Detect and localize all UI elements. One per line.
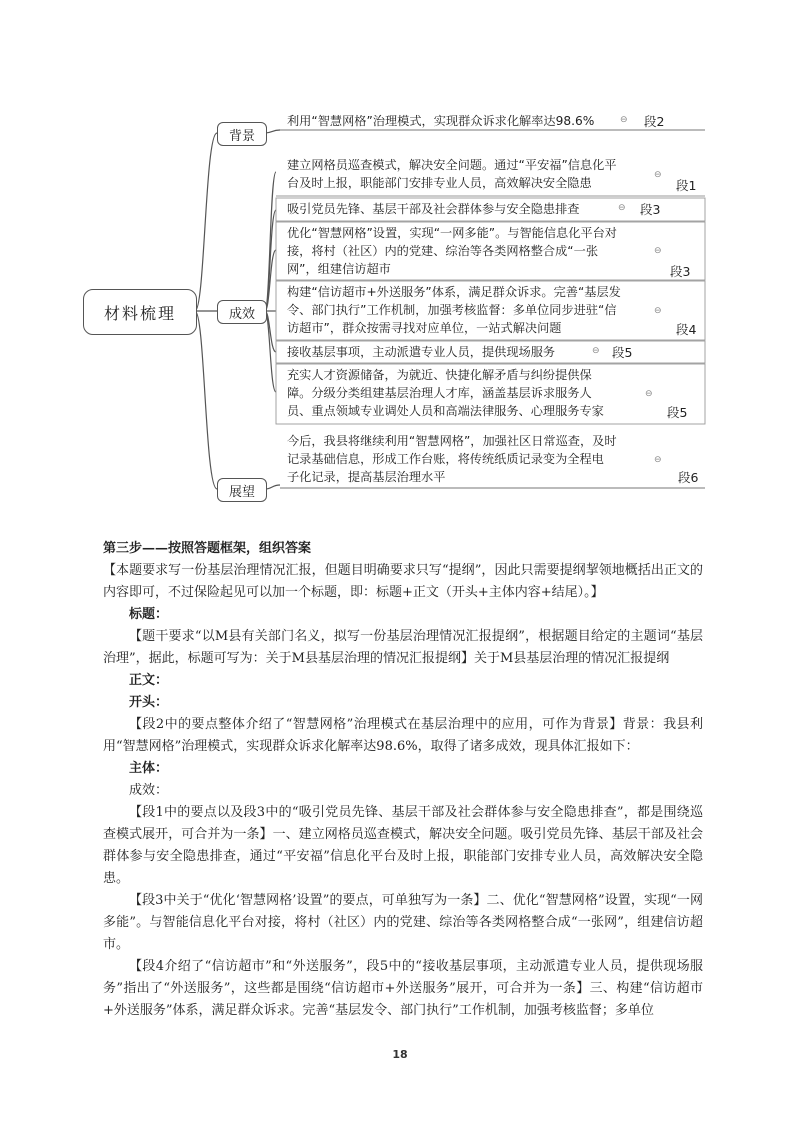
paragraph-point-2: 【段3中关于“优化‘智慧网格’设置”的要点，可单独写为一条】二、优化“智慧网格”设置，实现“一网多能”。与智能信息化平台对接，将村（社区）内的党建、综治等各类网格整合成“一张网”，组建信访超市。	[103, 893, 703, 952]
leaf-r3[interactable]	[287, 224, 617, 278]
leaf-bg1[interactable]	[287, 112, 594, 130]
leaf-r1-line-2: 台及时上报，职能部门安排专业人员，高效解决安全隐患	[287, 176, 592, 190]
collapse-icon[interactable]: ⊖	[654, 306, 662, 316]
leaf-o1[interactable]	[287, 432, 617, 486]
leaf-r1[interactable]	[287, 156, 617, 192]
leaf-r3-line-2: 接，将村（社区）内的党建、综治等各类网格整合成“一张	[287, 244, 599, 258]
connector-root-background	[195, 133, 217, 311]
connector-outlook-o1	[265, 485, 280, 489]
leaf-r3-segment: 段3	[670, 264, 691, 279]
mind-map-root-node[interactable]: 材料梳理	[83, 289, 197, 335]
leaf-r6-segment: 段5	[667, 405, 688, 420]
leaf-r5-segment: 段5	[612, 345, 633, 360]
leaf-o1-line-2: 记录基础信息，形成工作台账，将传统纸质记录变为全程电	[287, 452, 604, 466]
mind-map	[0, 0, 800, 520]
collapse-icon[interactable]: ⊖	[654, 170, 662, 180]
leaf-r1-line-1: 建立网格员巡查模式，解决安全问题。通过“平安福”信息化平	[287, 158, 617, 172]
leaf-o1-line-1: 今后，我县将继续利用“智慧网格”，加强社区日常巡查，及时	[287, 434, 617, 448]
collapse-icon[interactable]: ⊖	[620, 115, 628, 125]
leaf-r4[interactable]	[287, 283, 621, 337]
label-opening: 开头：	[129, 695, 169, 710]
paragraph-opening: 【段2中的要点整体介绍了“智慧网格”治理模式在基层治理中的应用，可作为背景】背景：我县利用“智慧网格”治理模式，实现群众诉求化解率达98.6%，取得了诸多成效，现具体汇报如下：	[103, 717, 703, 754]
leaf-r6-line-1: 充实人才资源储备，为就近、快捷化解矛盾与纠纷提供保	[287, 368, 592, 382]
leaf-r5[interactable]	[287, 343, 555, 361]
leaf-o1-line-3: 子化记录，提高基层治理水平	[287, 470, 446, 484]
collapse-icon[interactable]: ⊖	[654, 455, 662, 465]
branch-node-results[interactable]: 成效	[217, 300, 267, 324]
label-main-text: 正文：	[129, 673, 169, 688]
page-number: 18	[392, 1048, 408, 1061]
branch-node-background[interactable]: 背景	[217, 122, 267, 146]
leaf-r6-line-3: 员、重点领域专业调处人员和高端法律服务、心理服务专家	[287, 404, 604, 418]
leaf-r5-line-1: 接收基层事项，主动派遣专业人员，提供现场服务	[287, 345, 556, 359]
collapse-icon[interactable]: ⊖	[618, 203, 626, 213]
paragraph-requirement: 【本题要求写一份基层治理情况汇报，但题目明确要求只写“提纲”，因此只需要提纲挈领地概括出正文的内容即可，不过保险起见可以加一个标题，即：标题+正文（开头+主体内容+结尾）。】	[103, 563, 703, 600]
label-title: 标题：	[129, 607, 169, 622]
leaf-bg1-segment: 段2	[644, 114, 665, 129]
collapse-icon[interactable]: ⊖	[592, 346, 600, 356]
connector-results-r1	[265, 172, 276, 311]
collapse-icon[interactable]: ⊖	[654, 246, 662, 256]
leaf-r6[interactable]	[287, 366, 604, 420]
step-heading: 第三步——按照答题框架，组织答案	[103, 541, 312, 556]
answer-body	[103, 538, 703, 1022]
leaf-r2-segment: 段3	[640, 202, 661, 217]
leaf-r2[interactable]	[287, 200, 580, 218]
leaf-r3-line-1: 优化“智慧网格”设置，实现“一网多能”。与智能信息化平台对	[287, 226, 617, 240]
leaf-r4-line-1: 构建“信访超市+外送服务”体系，满足群众诉求。完善“基层发	[287, 285, 621, 299]
leaf-r4-line-2: 令、部门执行”工作机制，加强考核监督：多单位同步进驻“信	[287, 303, 617, 317]
label-results: 成效：	[129, 783, 169, 798]
paragraph-point-3: 【段4介绍了“信访超市”和“外送服务”，段5中的“接收基层事项，主动派遣专业人员，提供现场服务”指出了“外送服务”，这些都是围绕“信访超市+外送服务”展开，可合并为一条】三、构建“信访超市+外送服务”体系，满足群众诉求。完善“基层发令、部门执行”工作机制，加强考核监督；多单位	[103, 959, 703, 1018]
connector-root-outlook	[195, 311, 217, 489]
paragraph-point-1: 【段1中的要点以及段3中的“吸引党员先锋、基层干部及社会群体参与安全隐患排查”，都是围绕巡查模式展开，可合并为一条】一、建立网格员巡查模式，解决安全问题。吸引党员先锋、基层干部及社会群体参与安全隐患排查，通过“平安福”信息化平台及时上报，职能部门安排专业人员，高效解决安全隐患。	[103, 805, 703, 886]
collapse-icon[interactable]: ⊖	[645, 389, 653, 399]
leaf-bg1-line-1: 利用“智慧网格”治理模式，实现群众诉求化解率达98.6%	[287, 114, 595, 128]
leaf-r2-line-1: 吸引党员先锋、基层干部及社会群体参与安全隐患排查	[287, 202, 580, 216]
leaf-o1-segment: 段6	[678, 470, 699, 485]
leaf-r1-segment: 段1	[676, 178, 697, 193]
leaf-r6-line-2: 障。分级分类组建基层治理人才库，涵盖基层诉求服务人	[287, 386, 592, 400]
leaf-r3-line-3: 网”，组建信访超市	[287, 262, 391, 276]
branch-node-outlook[interactable]: 展望	[217, 478, 267, 502]
leaf-r4-segment: 段4	[676, 322, 697, 337]
paragraph-title: 【题干要求“以M县有关部门名义，拟写一份基层治理情况汇报提纲”，根据题目给定的主题词“基层治理”，据此，标题可写为：关于M县基层治理的情况汇报提纲】关于M县基层治理的情况汇报提纲	[103, 629, 703, 666]
label-body: 主体：	[129, 761, 169, 776]
connector-background-bg1	[265, 130, 280, 133]
leaf-r4-line-3: 访超市”，群众按需寻找对应单位，一站式解决问题	[287, 321, 562, 335]
